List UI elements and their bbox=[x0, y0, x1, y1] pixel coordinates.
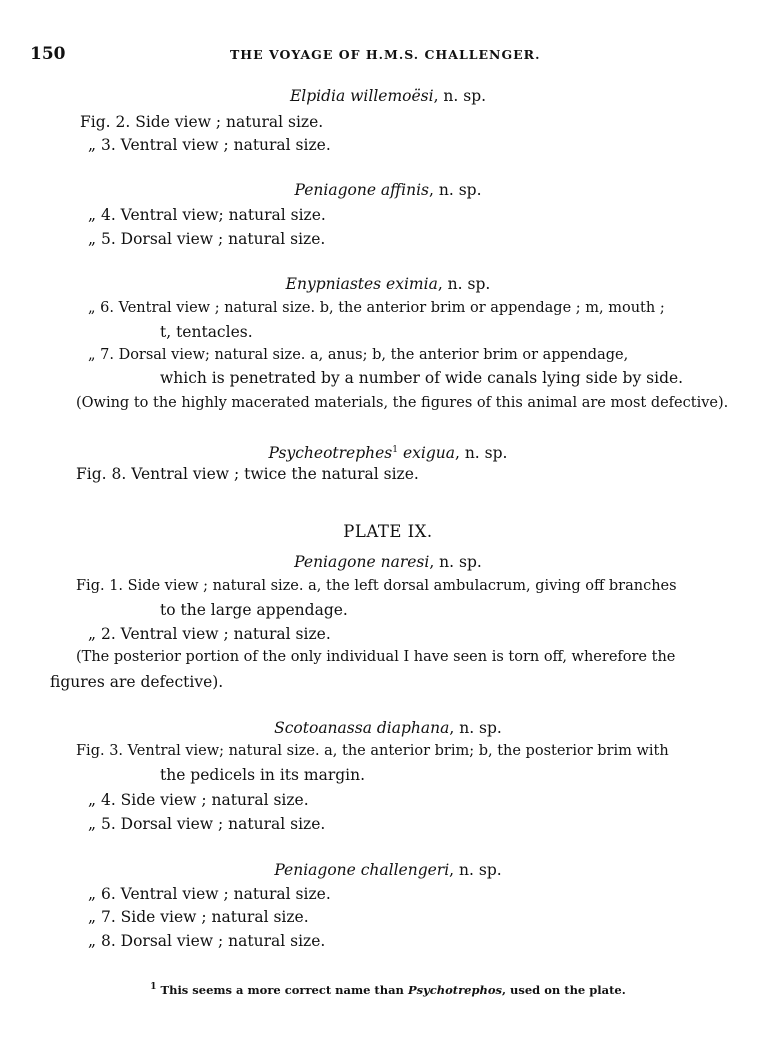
species-suffix: , n. sp. bbox=[433, 87, 487, 105]
page-number: 150 bbox=[30, 44, 66, 64]
figure-caption: „ 2. Ventral view ; natural size. bbox=[88, 625, 331, 643]
figure-caption: „ 4. Ventral view; natural size. bbox=[88, 206, 326, 224]
species-name-2: exigua bbox=[398, 444, 455, 463]
figure-caption-continued: to the large appendage. bbox=[160, 601, 348, 619]
figure-caption: Fig. 2. Side view ; natural size. bbox=[80, 113, 324, 131]
figure-caption: „ 4. Side view ; natural size. bbox=[88, 791, 309, 809]
footnote-mark: 1 bbox=[150, 982, 157, 992]
footnote bbox=[0, 982, 776, 997]
species-heading bbox=[0, 274, 776, 294]
species-name: Psycheotrephes bbox=[268, 444, 393, 463]
figure-caption-continued: t, tentacles. bbox=[160, 323, 253, 341]
species-name: Peniagone affinis bbox=[294, 181, 429, 199]
figure-caption: „ 5. Dorsal view ; natural size. bbox=[88, 815, 326, 833]
species-heading bbox=[0, 552, 776, 572]
species-suffix: , n. sp. bbox=[449, 719, 502, 737]
note-paragraph-continued: figures are defective). bbox=[50, 673, 224, 691]
note-paragraph: (Owing to the highly macerated materials, the figures of this animal are most defective). bbox=[76, 395, 729, 411]
figure-caption: Fig. 3. Ventral view; natural size. a, the anterior brim; b, the posterior brim with bbox=[76, 743, 669, 759]
species-suffix: , n. sp. bbox=[429, 553, 482, 571]
species-heading bbox=[0, 440, 776, 463]
species-name: Elpidia willemoësi bbox=[289, 87, 434, 105]
species-suffix: , n. sp. bbox=[429, 181, 482, 199]
figure-caption-continued: the pedicels in its margin. bbox=[160, 766, 366, 784]
footnote-italic: Psychotrephos bbox=[407, 982, 503, 997]
figure-caption: „ 8. Dorsal view ; natural size. bbox=[88, 932, 326, 950]
species-name: Peniagone naresi bbox=[294, 553, 430, 571]
figure-caption: Fig. 8. Ventral view ; twice the natural size. bbox=[76, 465, 419, 483]
footnote-text-end: , used on the plate. bbox=[502, 982, 626, 997]
figure-caption: „ 7. Side view ; natural size. bbox=[88, 908, 309, 926]
species-suffix: , n. sp. bbox=[437, 275, 491, 293]
figure-caption: „ 6. Ventral view ; natural size. bbox=[88, 885, 331, 903]
species-suffix: , n. sp. bbox=[449, 861, 502, 879]
note-paragraph: (The posterior portion of the only individual I have seen is torn off, wherefore the bbox=[76, 649, 676, 665]
species-name: Scotoanassa diaphana bbox=[274, 719, 450, 737]
figure-caption: Fig. 1. Side view ; natural size. a, the left dorsal ambulacrum, giving off branches bbox=[76, 578, 677, 594]
plate-title: PLATE IX. bbox=[343, 522, 433, 541]
species-heading bbox=[0, 180, 776, 200]
footnote-text: This seems a more correct name than bbox=[156, 982, 408, 997]
species-name: Peniagone challengeri bbox=[274, 861, 450, 879]
figure-caption: „ 7. Dorsal view; natural size. a, anus; b, the anterior brim or appendage, bbox=[88, 347, 629, 363]
species-heading bbox=[0, 718, 776, 738]
figure-caption: „ 5. Dorsal view ; natural size. bbox=[88, 230, 326, 248]
footnote-mark: 1 bbox=[392, 445, 399, 455]
species-heading bbox=[0, 86, 776, 106]
species-suffix: , n. sp. bbox=[454, 444, 508, 463]
figure-caption: „ 3. Ventral view ; natural size. bbox=[88, 136, 331, 154]
species-heading bbox=[0, 860, 776, 880]
figure-caption-continued: which is penetrated by a number of wide canals lying side by side. bbox=[160, 369, 684, 387]
running-title: THE VOYAGE OF H.M.S. CHALLENGER. bbox=[230, 47, 541, 62]
species-name: Enypniastes eximia bbox=[285, 275, 438, 293]
figure-caption: „ 6. Ventral view ; natural size. b, the anterior brim or appendage ; m, mouth ; bbox=[88, 300, 665, 316]
